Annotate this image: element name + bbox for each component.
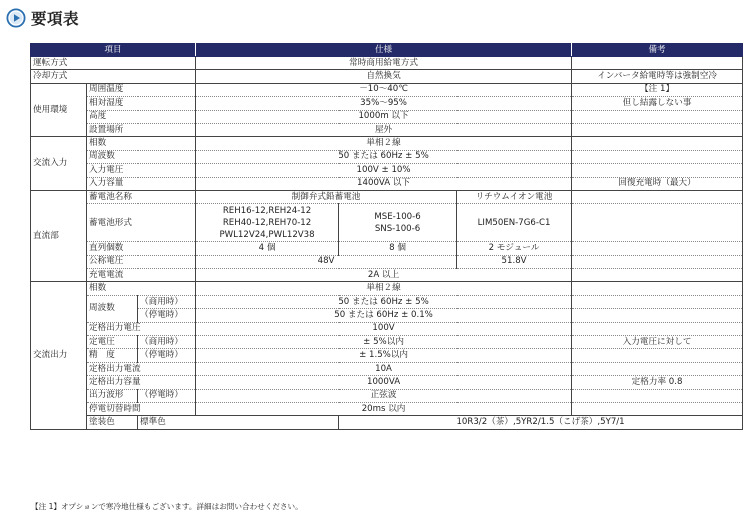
table-row <box>31 164 743 177</box>
group-label: 交流入力 <box>31 137 87 191</box>
row-label: 蓄電池名称 <box>87 190 196 203</box>
row-spec: 50 または 60Hz ± 0.1% <box>196 309 572 322</box>
table-row <box>31 83 743 96</box>
row-spec: 1400VA 以下 <box>196 177 572 190</box>
group-label: 交流出力 <box>31 282 87 429</box>
row-spec: LIM50EN-7G6-C1 <box>457 204 572 242</box>
row-spec: －10～40℃ <box>196 83 572 96</box>
row-note <box>572 402 743 415</box>
row-label: 相数 <box>87 282 196 295</box>
table-header <box>31 44 743 57</box>
table-row <box>31 70 743 83</box>
row-label: 標準色 <box>138 416 339 429</box>
row-label: 充電電流 <box>87 269 196 282</box>
play-circle-icon <box>6 8 26 28</box>
row-label: 精 度 <box>87 349 138 362</box>
row-note: インバータ給電時等は強制空冷 <box>572 70 743 83</box>
row-spec: 単相２線 <box>196 282 572 295</box>
row-spec: ± 1.5%以内 <box>196 349 572 362</box>
table-row <box>31 110 743 123</box>
row-spec: 1000VA <box>196 376 572 389</box>
row-note: 回復充電時（最大） <box>572 177 743 190</box>
table-row <box>31 389 743 402</box>
table-row <box>31 295 743 308</box>
row-label: 直列個数 <box>87 242 196 255</box>
row-spec: 制御弁式鉛蓄電池 <box>196 190 457 203</box>
row-note <box>572 164 743 177</box>
row-spec: 48V <box>196 255 457 268</box>
row-note <box>572 123 743 136</box>
battery-model-a2: REH40-12,REH70-12 <box>222 217 312 228</box>
table-row <box>31 402 743 415</box>
row-label: 相数 <box>87 137 196 150</box>
battery-model-b1: MSE-100-6 <box>374 211 421 222</box>
row-spec: 単相２線 <box>196 137 572 150</box>
row-note <box>572 137 743 150</box>
row-label: 入力容量 <box>87 177 196 190</box>
row-spec: 51.8V <box>457 255 572 268</box>
row-label: 周波数 <box>87 295 138 322</box>
row-note <box>572 349 743 362</box>
table-row <box>31 416 743 429</box>
row-spec: 自然換気 <box>196 70 572 83</box>
table-row <box>31 97 743 110</box>
row-sublabel: （商用時） <box>138 336 196 349</box>
table-row <box>31 57 743 70</box>
row-label: 公称電圧 <box>87 255 196 268</box>
row-note <box>572 282 743 295</box>
row-note <box>572 389 743 402</box>
table-row <box>31 242 743 255</box>
row-label: 冷却方式 <box>31 70 196 83</box>
row-note <box>572 204 743 242</box>
row-label: 定格出力容量 <box>87 376 196 389</box>
row-label: 出力波形 <box>87 389 138 402</box>
row-spec: リチウムイオン電池 <box>457 190 572 203</box>
row-note <box>572 309 743 322</box>
row-note: 【注 1】 <box>572 83 743 96</box>
row-spec: 100V ± 10% <box>196 164 572 177</box>
table-row <box>31 349 743 362</box>
row-spec: 屋外 <box>196 123 572 136</box>
table-row <box>31 309 743 322</box>
row-note <box>572 362 743 375</box>
row-spec: 2 モジュール <box>457 242 572 255</box>
row-spec: 35%～95% <box>196 97 572 110</box>
row-label: 定格出力電圧 <box>87 322 196 335</box>
row-note: 但し結露しない事 <box>572 97 743 110</box>
row-note <box>572 295 743 308</box>
row-spec: 正弦波 <box>196 389 572 402</box>
row-note <box>572 242 743 255</box>
footnote: 【注 1】オプションで寒冷地仕様もございます。詳細はお問い合わせください。 <box>31 502 303 511</box>
battery-model-b2: SNS-100-6 <box>374 223 421 234</box>
table-row <box>31 123 743 136</box>
table-row <box>31 255 743 268</box>
row-note <box>572 322 743 335</box>
header-spec: 仕様 <box>196 44 572 57</box>
header-remarks: 備考 <box>572 44 743 57</box>
row-note: 定格力率 0.8 <box>572 376 743 389</box>
row-sublabel: （停電時） <box>138 349 196 362</box>
table-row <box>31 137 743 150</box>
row-note <box>572 190 743 203</box>
row-spec: 50 または 60Hz ± 5% <box>196 150 572 163</box>
row-note <box>572 150 743 163</box>
row-label: 設置場所 <box>87 123 196 136</box>
battery-model-a3: PWL12V24,PWL12V38 <box>219 229 315 240</box>
row-spec <box>339 204 457 242</box>
row-label: 運転方式 <box>31 57 196 70</box>
spec-table <box>30 43 743 430</box>
group-label: 直流部 <box>31 190 87 282</box>
row-label: 定格出力電流 <box>87 362 196 375</box>
row-label: 高度 <box>87 110 196 123</box>
row-sublabel: （商用時） <box>138 295 196 308</box>
row-spec: 8 個 <box>339 242 457 255</box>
row-label: 相対湿度 <box>87 97 196 110</box>
row-note <box>572 269 743 282</box>
table-row <box>31 177 743 190</box>
row-label: 蓄電池形式 <box>87 204 196 242</box>
group-label: 塗装色 <box>87 416 138 429</box>
table-row <box>31 362 743 375</box>
table-row <box>31 322 743 335</box>
table-row <box>31 190 743 203</box>
row-note <box>572 57 743 70</box>
table-row <box>31 282 743 295</box>
battery-model-a1: REH16-12,REH24-12 <box>222 205 312 216</box>
row-spec: 100V <box>196 322 572 335</box>
row-spec <box>196 204 339 242</box>
row-spec: ± 5%以内 <box>196 336 572 349</box>
row-spec: 常時商用給電方式 <box>196 57 572 70</box>
row-label: 定電圧 <box>87 336 138 349</box>
row-spec: 10A <box>196 362 572 375</box>
row-note <box>572 110 743 123</box>
page-title: 要項表 <box>31 10 80 28</box>
row-sublabel: （停電時） <box>138 309 196 322</box>
table-row <box>31 269 743 282</box>
row-sublabel: （停電時） <box>138 389 196 402</box>
header-item: 項目 <box>31 44 196 57</box>
row-label: 周囲温度 <box>87 83 196 96</box>
row-spec: 10R3/2（茶）,5YR2/1.5（こげ茶）,5Y7/1 <box>339 416 743 429</box>
row-note <box>572 255 743 268</box>
row-label: 入力電圧 <box>87 164 196 177</box>
table-row <box>31 336 743 349</box>
group-label: 使用環境 <box>31 83 87 137</box>
row-label: 停電切替時間 <box>87 402 196 415</box>
row-label: 周波数 <box>87 150 196 163</box>
row-spec: 1000m 以下 <box>196 110 572 123</box>
row-note: 入力電圧に対して <box>572 336 743 349</box>
table-row <box>31 150 743 163</box>
row-spec: 50 または 60Hz ± 5% <box>196 295 572 308</box>
row-spec: 2A 以上 <box>196 269 572 282</box>
table-row <box>31 376 743 389</box>
row-spec: 20ms 以内 <box>196 402 572 415</box>
section-heading <box>6 6 79 30</box>
table-row <box>31 204 743 242</box>
row-spec: 4 個 <box>196 242 339 255</box>
